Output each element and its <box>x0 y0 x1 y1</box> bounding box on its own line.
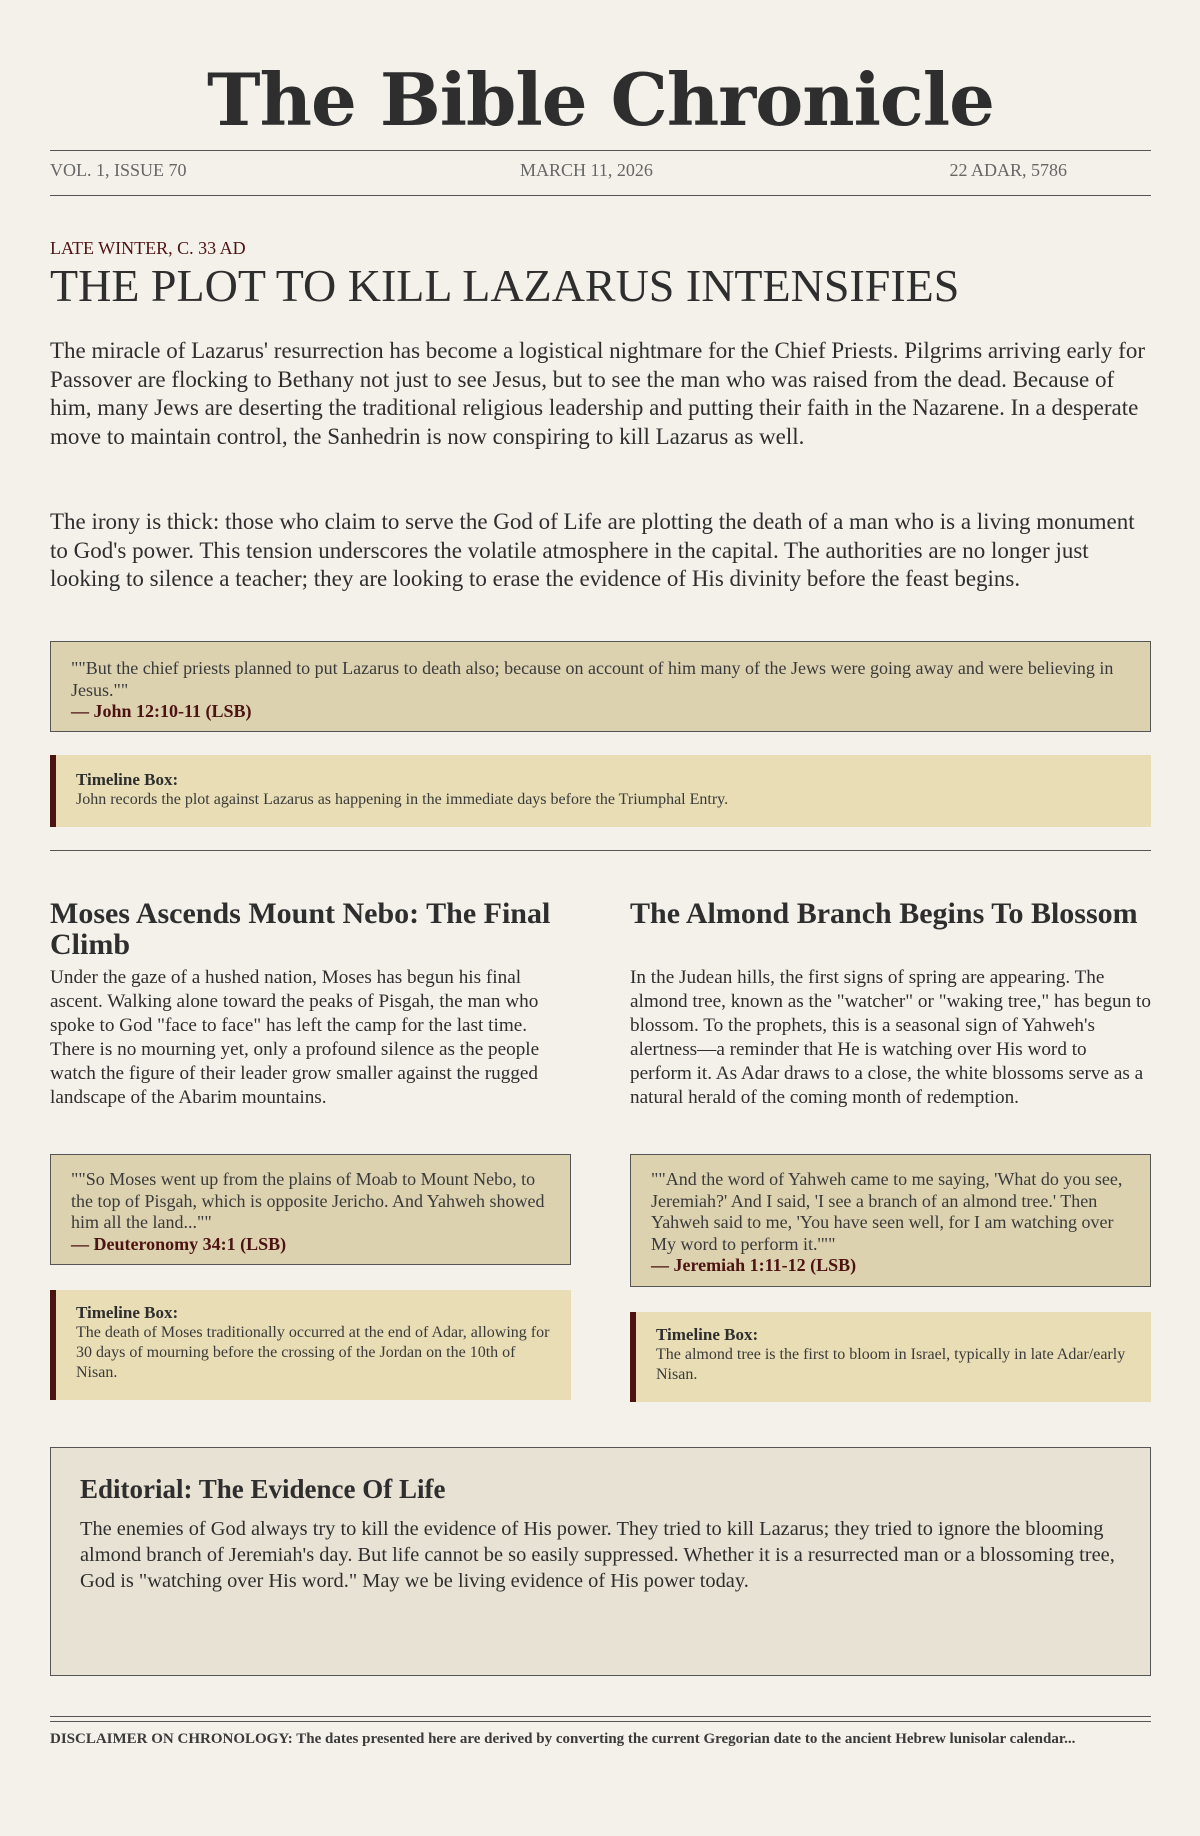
masthead-rule-top <box>50 150 1151 151</box>
story-timeline-box <box>50 1290 571 1400</box>
lead-headline: THE PLOT TO KILL LAZARUS INTENSIFIES <box>50 260 960 311</box>
quote-reference: — Deuteronomy 34:1 (LSB) <box>71 1233 287 1254</box>
quote-text: ""So Moses went up from the plains of Moab to Mount Nebo, to the top of Pisgah, which is opposite Jericho. And Yahweh showed him all the land..."" <box>71 1169 545 1232</box>
timeline-label: Timeline Box: <box>656 1325 759 1344</box>
story-body: Under the gaze of a hushed nation, Moses has begun his final ascent. Walking alone toward the peaks of Pisgah, the man who spoke to God "face to face" has left the camp for the last time. There is no mourning yet, only a profound silence as the people watch the figure of their leader grow smaller against the rugged landscape of the Abarim mountains. <box>50 967 540 1108</box>
lead-kicker: LATE WINTER, C. 33 AD <box>50 238 246 258</box>
volume-issue: VOL. 1, ISSUE 70 <box>50 160 187 180</box>
timeline-label: Timeline Box: <box>76 770 179 789</box>
quote-text: ""But the chief priests planned to put Lazarus to death also; because on account of him many of the Jews were going away and were believing in Jesus."" <box>71 658 1114 700</box>
gregorian-date: MARCH 11, 2026 <box>520 160 653 180</box>
footer-rule <box>50 1721 1151 1722</box>
story-scripture-quote <box>630 1154 1151 1287</box>
story-timeline-box <box>630 1312 1151 1402</box>
masthead-title: The Bible Chronicle <box>207 57 994 142</box>
quote-text: ""And the word of Yahweh came to me saying, 'What do you see, Jeremiah?' And I said, 'I see a branch of an almond tree.' Then Yahweh said to me, 'You have seen well, for I am watching over My word to perform it.'"" <box>651 1169 1123 1254</box>
chronology-disclaimer: DISCLAIMER ON CHRONOLOGY: The dates presented here are derived by converting the current Gregorian date to the ancient Hebrew lunisolar calendar... <box>50 1731 1076 1747</box>
quote-reference: — John 12:10-11 (LSB) <box>71 701 252 721</box>
story-scripture-quote <box>50 1154 571 1265</box>
quote-reference: — Jeremiah 1:11-12 (LSB) <box>651 1255 857 1275</box>
lead-paragraph: The irony is thick: those who claim to serve the God of Life are plotting the death of a man who is a living monument to God's power. This tension underscores the volatile atmosphere in the capital. The authorities are no longer just looking to silence a teacher; they are looking to erase the evidence of His divinity before the feast begins. <box>50 509 1135 591</box>
editorial-body: The enemies of God always try to kill the evidence of His power. They tried to kill Lazarus; they tried to ignore the blooming almond branch of Jeremiah's day. But life cannot be so easily suppressed. Whether it is a resurrected man or a blossoming tree, God is "watching over His word." May we be living evidence of His power today. <box>80 1518 1115 1592</box>
timeline-text: The almond tree is the first to bloom in Israel, typically in late Adar/early Nisan. <box>656 1346 1126 1383</box>
story-headline: The Almond Branch Begins To Blossom <box>630 897 1138 930</box>
lead-timeline-box <box>50 755 1151 827</box>
footer-rule <box>50 1716 1151 1717</box>
editorial-title: Editorial: The Evidence Of Life <box>80 1474 446 1504</box>
dateline <box>50 160 1151 184</box>
masthead-rule-bottom <box>50 195 1151 196</box>
timeline-text: The death of Moses traditionally occurred at the end of Adar, allowing for 30 days of mourning before the crossing of the Jordan on the 10th of Nisan. <box>76 1324 550 1381</box>
timeline-text: John records the plot against Lazarus as happening in the immediate days before the Triumphal Entry. <box>76 791 729 808</box>
lead-scripture-quote <box>50 641 1151 732</box>
hebrew-date: 22 ADAR, 5786 <box>949 160 1067 180</box>
story-headline: Moses Ascends Mount Nebo: The Final Climb <box>50 897 551 961</box>
lead-paragraph: The miracle of Lazarus' resurrection has become a logistical nightmare for the Chief Priests. Pilgrims arriving early for Passover are flocking to Bethany not just to see Jesus, but to see the man who was raised from the dead. Because of him, many Jews are deserting the traditional religious leadership and putting their faith in the Nazarene. In a desperate move to maintain control, the Sanhedrin is now conspiring to kill Lazarus as well. <box>50 338 1145 449</box>
story-body: In the Judean hills, the first signs of spring are appearing. The almond tree, known as the "watcher" or "waking tree," has begun to blossom. To the prophets, this is a seasonal sign of Yahweh's alertness—a reminder that He is watching over His word to perform it. As Adar draws to a close, the white blossoms serve as a natural herald of the coming month of redemption. <box>630 967 1151 1108</box>
section-divider <box>50 850 1151 851</box>
timeline-label: Timeline Box: <box>76 1303 179 1322</box>
editorial-box <box>50 1447 1151 1676</box>
